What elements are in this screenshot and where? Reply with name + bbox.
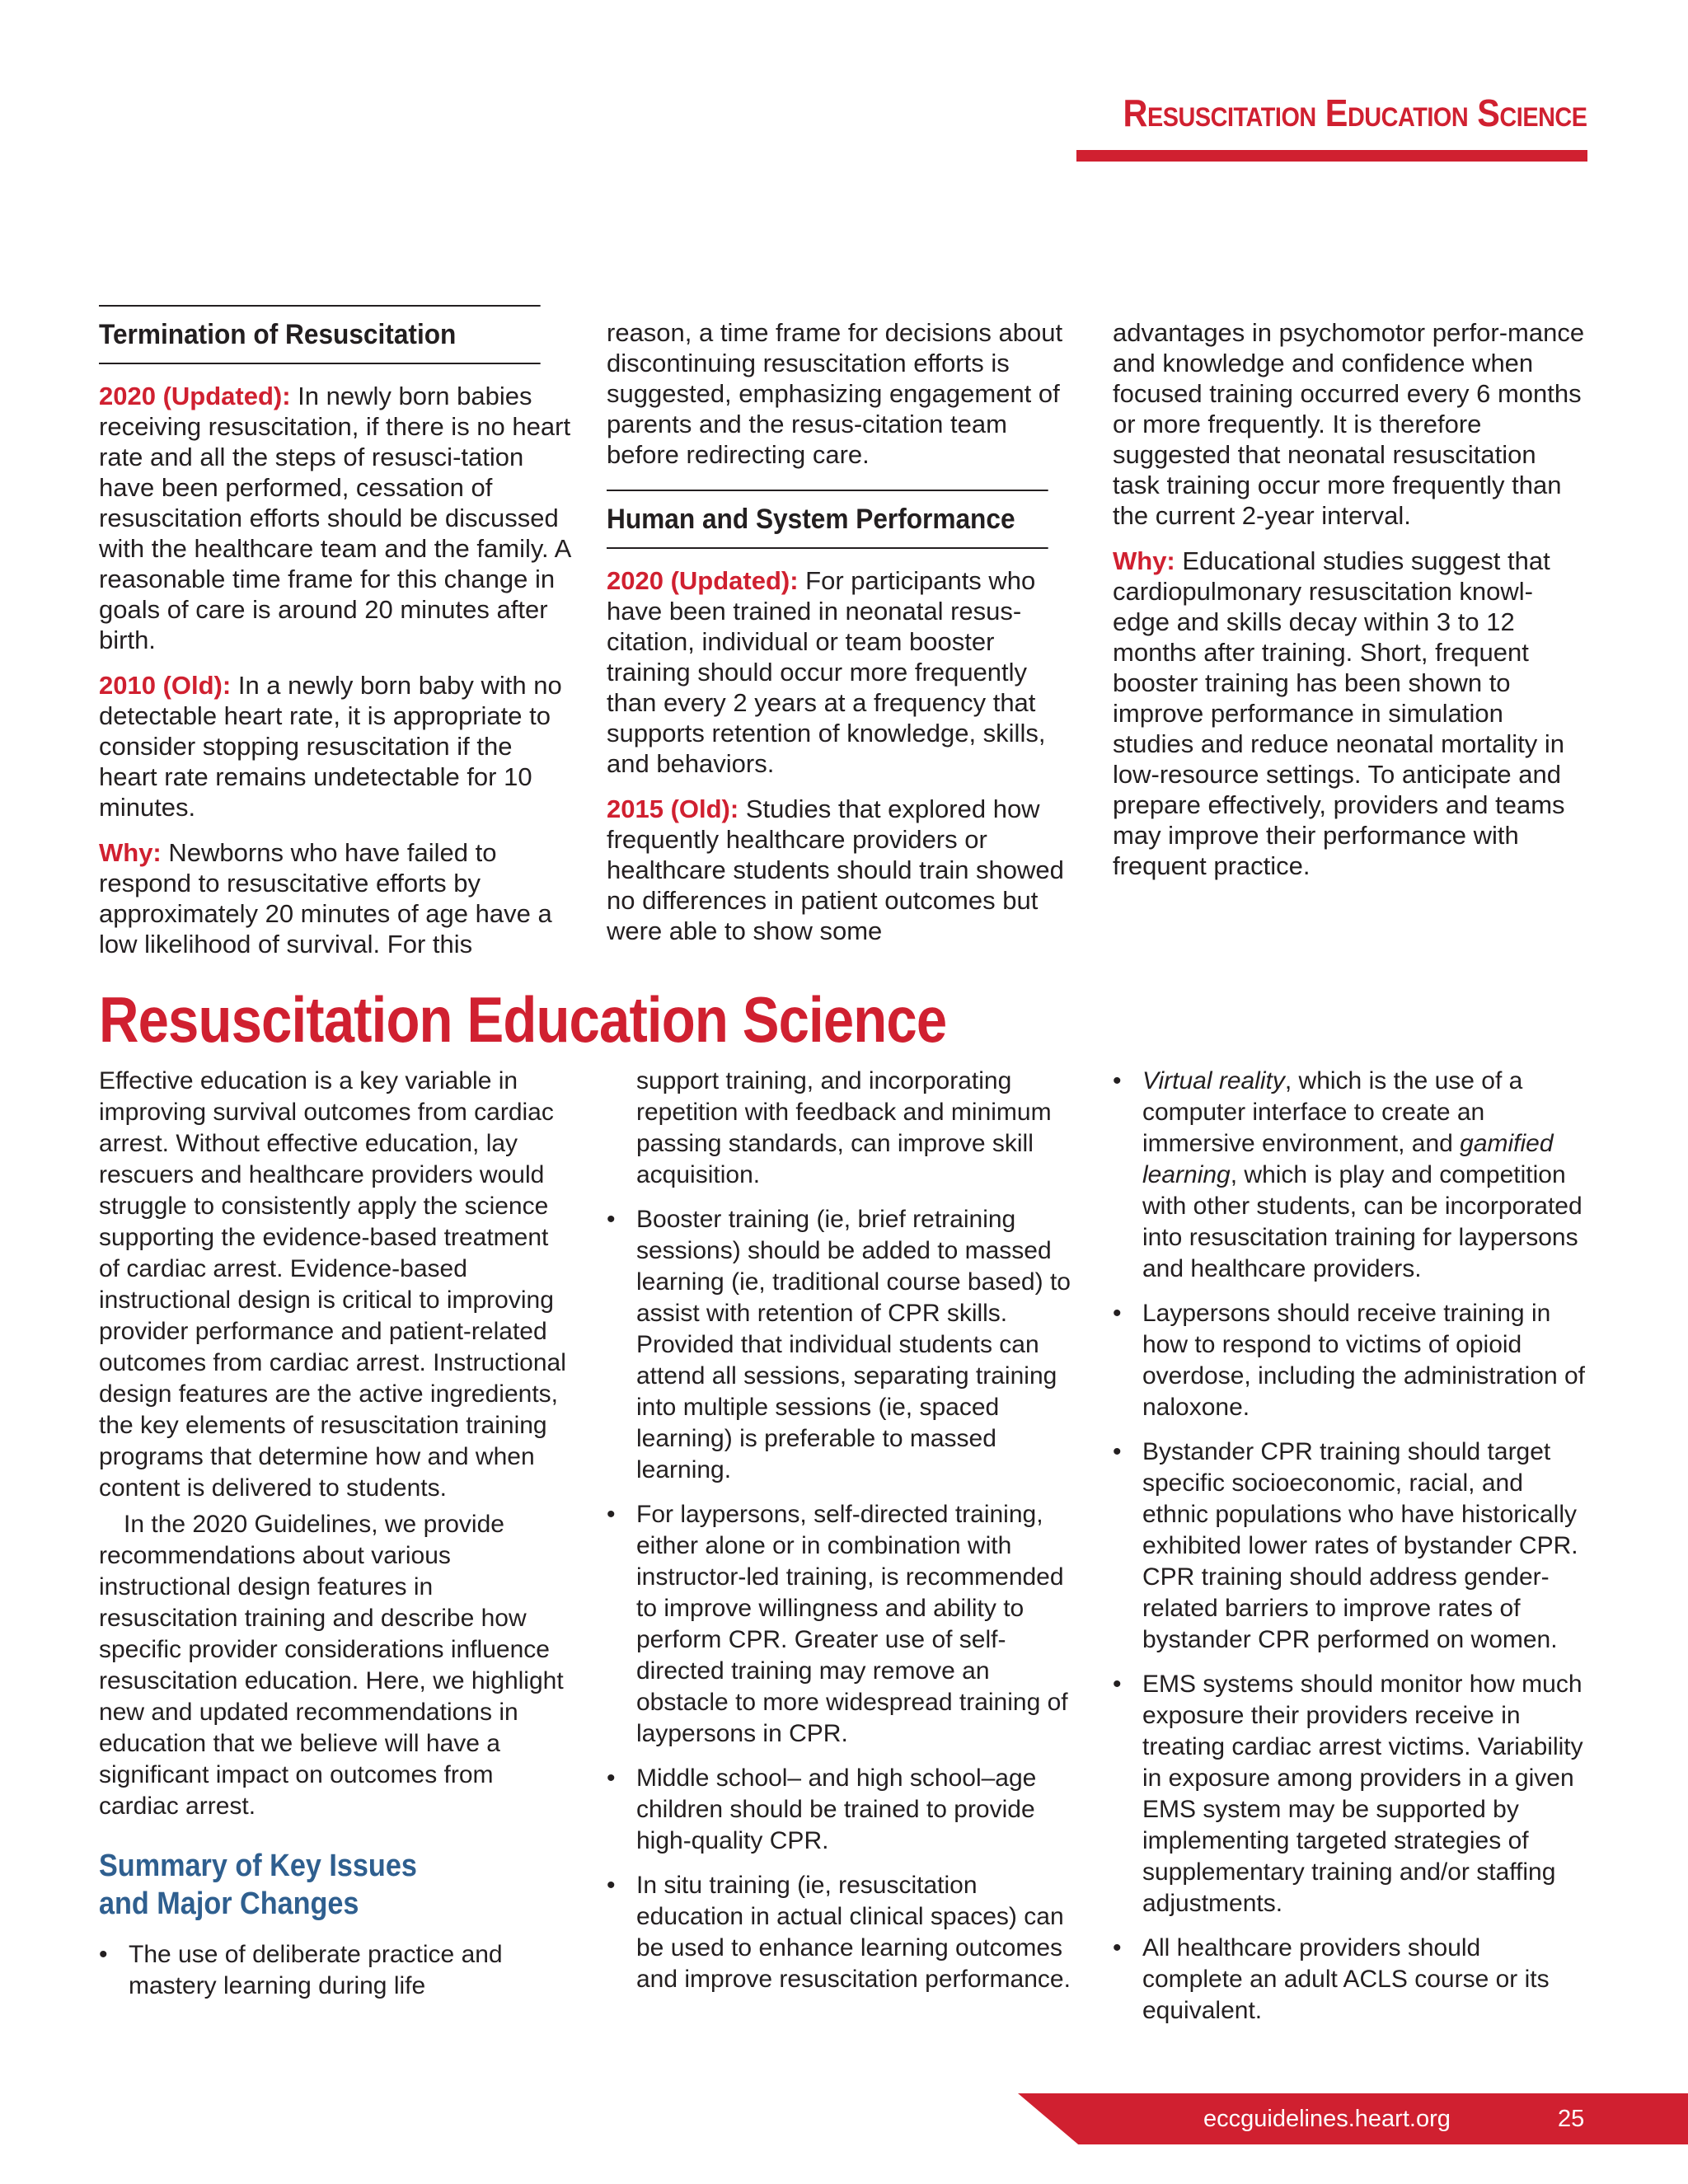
summary-heading-line-1: Summary of Key Issues <box>99 1849 417 1883</box>
bullet-icon: • <box>607 1206 616 1233</box>
label-why: Why: <box>1113 546 1175 575</box>
key-issues-list-part-3 <box>1113 1066 1587 2027</box>
bullet-icon: • <box>607 1765 616 1792</box>
section-title: Resuscitation Education Science <box>99 983 947 1056</box>
intro-paragraph-2: In the 2020 Guidelines, we provide recommendations about various instructional design features in resuscitation training and describe how specific provider considerations influence resuscitation education. Here, we highlight new and updated recommendations in education that we believe will have a significant impact on outcomes from cardiac arrest. <box>99 1511 564 1820</box>
list-item <box>607 1763 1081 1857</box>
human-old-text: Studies that explored how frequently healthcare providers or healthcare students should train showed no differences in patient outcomes but were able to show some <box>607 794 1064 945</box>
label-why: Why: <box>99 838 162 867</box>
summary-heading <box>99 1847 526 1923</box>
label-2020-updated: 2020 (Updated): <box>607 566 799 595</box>
footer-url[interactable]: eccguidelines.heart.org <box>1203 2106 1451 2132</box>
list-item-continued <box>607 1066 1081 1191</box>
list-item-text: Booster training (ie, brief retraining sessions) should be added to massed learning (ie, traditional course based) to assist with retention of CPR skills. Provided that individual students can attend all sessions, separating training into multiple sessions (ie, spaced learning) is preferable to massed learning. <box>636 1206 1071 1483</box>
human-old-paragraph <box>607 794 1081 946</box>
termination-old-text: In a newly born baby with no detectable heart rate, it is appropriate to consider stopping resuscitation if the heart rate remains undetectable for 10 minutes. <box>99 671 562 822</box>
list-item-text: The use of deliberate practice and mastery learning during life <box>129 1941 503 1999</box>
list-item-text: , which is the use of a computer interface to create an immersive environment, and <box>1142 1067 1523 1157</box>
list-item-text: All healthcare providers should complete an adult ACLS course or its equivalent. <box>1142 1934 1550 2024</box>
human-old-continued: advantages in psychomotor perfor-mance and knowledge and confidence when focused training occurred every 6 months or more frequently. It is therefore suggested that neonatal resuscitation task training occur more frequently than the current 2-year interval. <box>1113 318 1585 530</box>
human-performance-heading: Human and System Performance <box>607 490 1048 549</box>
bottom-column-1 <box>99 1066 574 2015</box>
list-item-text: , which is play and competition with other students, can be incorporated into resuscitation training for laypersons and healthcare providers. <box>1142 1161 1582 1282</box>
list-item <box>607 1870 1081 1995</box>
list-item-text: For laypersons, self-directed training, either alone or in combination with instructor-led training, is recommended to improve willingness and ability to perform CPR. Greater use of self-directed training may remove an obstacle to more widespread training of laypersons in CPR. <box>636 1501 1068 1747</box>
bullet-icon: • <box>1113 1671 1122 1698</box>
list-item-text: Laypersons should receive training in how to respond to victims of opioid overdose, including the administration of naloxone. <box>1142 1300 1585 1421</box>
termination-heading: Termination of Resuscitation <box>99 305 541 364</box>
label-2010-old: 2010 (Old): <box>99 671 232 700</box>
termination-updated-paragraph <box>99 381 574 655</box>
top-column-1 <box>99 305 574 974</box>
human-why-text: Educational studies suggest that cardiopulmonary resuscitation knowl-edge and skills decay within 3 to 12 months after training. Short, frequent booster training has been shown to improve performance in simulation studies and reduce neonatal mortality in low-resource settings. To anticipate and prepare effectively, providers and teams may improve their performance with frequent practice. <box>1113 546 1565 880</box>
top-column-2 <box>607 317 1081 961</box>
human-updated-text: For participants who have been trained in neonatal resus-citation, individual or team booster training should occur more frequently than every 2 years at a frequency that supports retention of knowledge, skills, and behaviors. <box>607 566 1046 778</box>
list-item-text: Middle school– and high school–age children should be trained to provide high-quality CPR. <box>636 1765 1037 1854</box>
list-item-text: Bystander CPR training should target specific socioeconomic, racial, and ethnic populations who have historically exhibited lower rates of bystander CPR. CPR training should address gender-related barriers to improve rates of bystander CPR performed on women. <box>1142 1438 1578 1653</box>
bullet-icon: • <box>1113 1300 1122 1327</box>
list-item <box>1113 1436 1587 1656</box>
page-number: 25 <box>1558 2106 1585 2132</box>
intro-paragraph-1: Effective education is a key variable in improving survival outcomes from cardiac arrest. Without effective education, lay rescuers and healthcare providers would struggle to consistently apply the science supporting the evidence-based treatment of cardiac arrest. Evidence-based instructional design is critical to improving provider performance and patient-related outcomes from cardiac arrest. Instructional design features are the active ingredients, the key elements of resuscitation training programs that determine how and when content is delivered to students. <box>99 1067 566 1502</box>
bullet-icon: • <box>1113 1934 1122 1961</box>
list-item <box>99 1939 574 2002</box>
header-accent-bar <box>1076 150 1587 162</box>
list-item-text: EMS systems should monitor how much exposure their providers receive in treating cardiac arrest victims. Variability in exposure among providers in a given EMS system may be supported by implementing targeted strategies of supplementary training and/or staffing adjustments. <box>1142 1671 1583 1917</box>
label-2015-old: 2015 (Old): <box>607 794 739 823</box>
termination-why-continued: reason, a time frame for decisions about discontinuing resuscitation efforts is suggested, emphasizing engagement of parents and the resus-citation team before redirecting care. <box>607 318 1063 469</box>
key-issues-list-part-2 <box>607 1066 1081 1995</box>
running-header-title: Resuscitation Education Science <box>1123 91 1587 134</box>
list-item <box>607 1204 1081 1486</box>
list-item <box>1113 1933 1587 2027</box>
list-item <box>1113 1669 1587 1919</box>
list-item-text: support training, and incorporating repetition with feedback and minimum passing standards, can improve skill acquisition. <box>636 1067 1052 1188</box>
list-item-text: In situ training (ie, resuscitation education in actual clinical spaces) can be used to enhance learning outcomes and improve resuscitation performance. <box>636 1872 1071 1993</box>
bullet-icon: • <box>1113 1067 1122 1094</box>
list-item <box>1113 1298 1587 1423</box>
bullet-icon: • <box>607 1501 616 1528</box>
bullet-icon: • <box>99 1941 108 1968</box>
list-item <box>1113 1066 1587 1285</box>
termination-why-paragraph <box>99 837 574 959</box>
human-why-paragraph <box>1113 546 1587 881</box>
gamified-learning-term: gamified learning <box>1142 1130 1554 1188</box>
label-2020-updated: 2020 (Updated): <box>99 382 291 410</box>
termination-updated-text: In newly born babies receiving resuscitation, if there is no heart rate and all the steps of resusci-tation have been performed, cessation of resuscitation efforts should be discussed with the healthcare team and the family. A reasonable time frame for this change in goals of care is around 20 minutes after birth. <box>99 382 571 654</box>
summary-heading-line-2: and Major Changes <box>99 1886 359 1921</box>
bottom-column-3 <box>1113 1066 1587 2040</box>
termination-why-text: Newborns who have failed to respond to resuscitative efforts by approximately 20 minutes of age have a low likelihood of survival. For this <box>99 838 552 958</box>
list-item <box>607 1499 1081 1750</box>
virtual-reality-term: Virtual reality <box>1142 1067 1285 1094</box>
termination-old-paragraph <box>99 670 574 823</box>
key-issues-list-part-1 <box>99 1939 574 2002</box>
top-column-3 <box>1113 317 1587 896</box>
bullet-icon: • <box>1113 1438 1122 1465</box>
bullet-icon: • <box>607 1872 616 1899</box>
human-updated-paragraph <box>607 565 1081 779</box>
bottom-column-2 <box>607 1066 1081 2008</box>
